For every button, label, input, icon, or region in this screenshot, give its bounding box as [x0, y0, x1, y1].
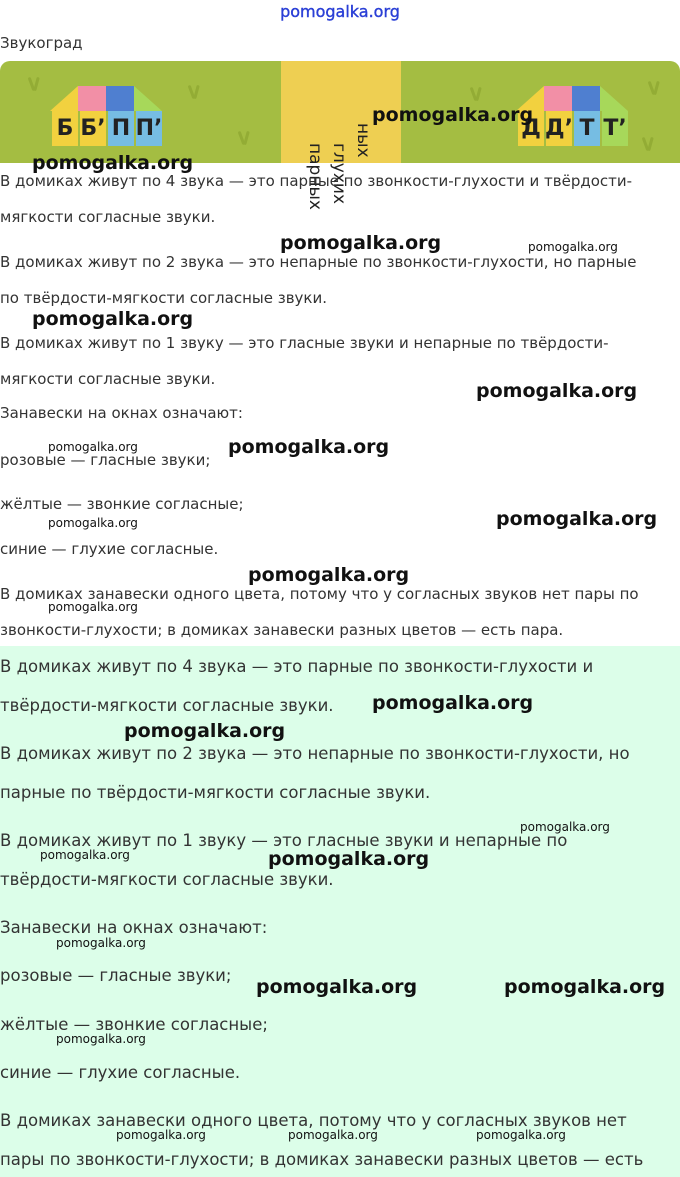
watermark: pomogalka.org	[288, 1128, 378, 1142]
watermark: pomogalka.org	[280, 232, 442, 254]
strip-label: парных	[305, 143, 325, 210]
window-letter: Д	[518, 111, 544, 146]
watermark: pomogalka.org	[32, 152, 194, 174]
window-letter: Т’	[602, 111, 628, 146]
text-line: розовые — гласные звуки;	[0, 451, 211, 469]
watermark: pomogalka.org	[124, 720, 286, 742]
watermark: pomogalka.org	[372, 104, 534, 126]
text-line: синие — глухие согласные.	[0, 540, 219, 558]
answer-line: В домиках живут по 2 звука — это непарные по звонкости-глухости, но	[0, 744, 630, 763]
answer-line: В домиках живут по 1 звуку — это гласные звуки и непарные по	[0, 831, 568, 850]
grass-tuft	[236, 129, 252, 145]
watermark: pomogalka.org	[256, 976, 418, 998]
watermark: pomogalka.org	[268, 848, 430, 870]
answer-line: В домиках занавески одного цвета, потому что у согласных звуков нет	[0, 1111, 627, 1130]
grass-tuft	[26, 75, 42, 91]
watermark: pomogalka.org	[116, 1128, 206, 1142]
watermark: pomogalka.org	[56, 1032, 146, 1046]
house-roof	[50, 86, 162, 111]
watermark: pomogalka.org	[496, 508, 658, 530]
text-line: В домиках живут по 1 звуку — это гласные звуки и непарные по твёрдости-	[0, 334, 609, 352]
answer-line: В домиках живут по 4 звука — это парные по звонкости-глухости и	[0, 657, 594, 676]
grass-tuft	[186, 83, 202, 99]
text-line: жёлтые — звонкие согласные;	[0, 495, 244, 513]
text-line: звонкости-глухости; в домиках занавески разных цветов — есть пара.	[0, 621, 564, 639]
window-letter: Б	[52, 111, 78, 146]
section-title: Звукоград	[0, 34, 83, 52]
text-line: по твёрдости-мягкости согласные звуки.	[0, 289, 327, 307]
answer-box	[0, 646, 680, 1177]
watermark: pomogalka.org	[476, 380, 638, 402]
window-letter: П	[108, 111, 134, 146]
watermark: pomogalka.org	[372, 692, 534, 714]
answer-line: пары по звонкости-глухости; в домиках занавески разных цветов — есть	[0, 1150, 644, 1169]
watermark: pomogalka.org	[32, 308, 194, 330]
strip-label: глухих	[329, 143, 349, 205]
site-link[interactable]: pomogalka.org	[280, 2, 400, 21]
watermark: pomogalka.org	[248, 564, 410, 586]
watermark: pomogalka.org	[56, 936, 146, 950]
text-line: мягкости согласные звуки.	[0, 208, 216, 226]
watermark: pomogalka.org	[504, 976, 666, 998]
text-line: мягкости согласные звуки.	[0, 370, 216, 388]
grass-tuft	[640, 135, 656, 151]
answer-line: парные по твёрдости-мягкости согласные звуки.	[0, 783, 431, 802]
window-letter: Т	[574, 111, 600, 146]
answer-line: синие — глухие согласные.	[0, 1063, 241, 1082]
answer-line: Занавески на окнах означают:	[0, 918, 268, 937]
watermark: pomogalka.org	[40, 848, 130, 862]
watermark: pomogalka.org	[48, 440, 138, 454]
grass-tuft	[468, 85, 484, 101]
text-line: В домиках занавески одного цвета, потому что у согласных звуков нет пары по	[0, 585, 639, 603]
text-line: В домиках живут по 2 звука — это непарные по звонкости-глухости, но парные	[0, 253, 637, 271]
watermark: pomogalka.org	[228, 436, 390, 458]
answer-line: твёрдости-мягкости согласные звуки.	[0, 696, 334, 715]
answer-line: твёрдости-мягкости согласные звуки.	[0, 870, 334, 889]
answer-line: жёлтые — звонкие согласные;	[0, 1015, 268, 1034]
text-line: Занавески на окнах означают:	[0, 404, 243, 422]
watermark: pomogalka.org	[48, 516, 138, 530]
strip-label: ных	[353, 123, 373, 158]
window-letter: П’	[136, 111, 162, 146]
window-letter: Д’	[546, 111, 572, 146]
window-letter: Б’	[80, 111, 106, 146]
grass-tuft	[646, 79, 662, 95]
watermark: pomogalka.org	[520, 820, 610, 834]
watermark: pomogalka.org	[476, 1128, 566, 1142]
watermark: pomogalka.org	[48, 600, 138, 614]
watermark: pomogalka.org	[528, 240, 618, 254]
text-line: В домиках живут по 4 звука — это парные по звонкости-глухости и твёрдости-	[0, 172, 633, 190]
answer-line: розовые — гласные звуки;	[0, 966, 232, 985]
